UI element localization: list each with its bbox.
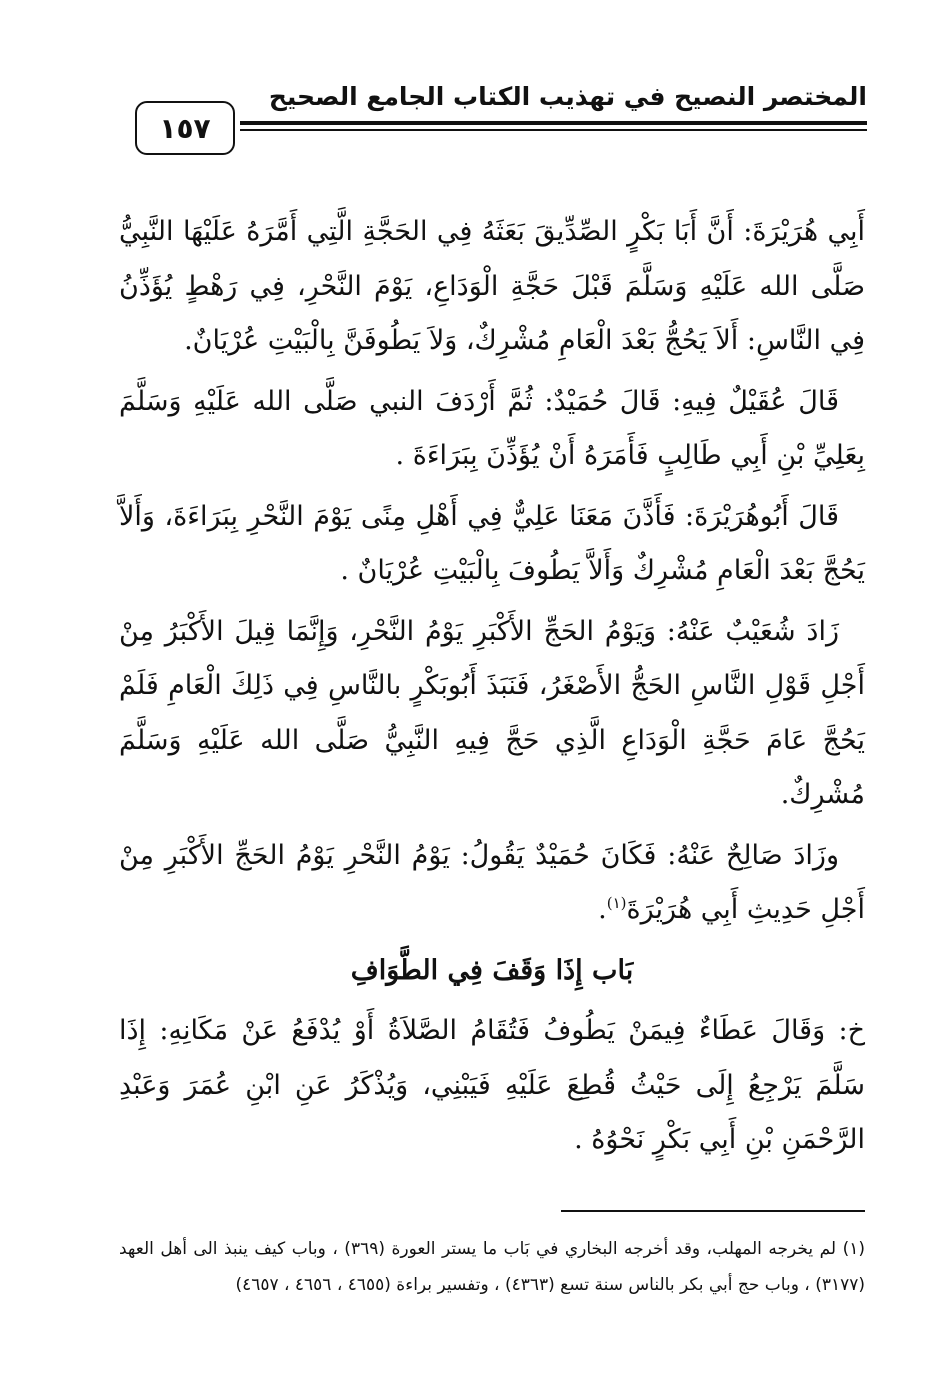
footnote-text: (١) لم يخرجه المهلب، وقد أخرجه البخاري في بَاب ما يستر العورة (٣٦٩) ، وباب كيف ينبذ الى أهل العهد (٣١٧٧) ، وباب حج أبي بكر بالناس سنة تسع (٤٣٦٣) ، وتفسير براءة (٤٦٥٥ ، ٤٦٥٦ ، ٤٦٥٧)	[119, 1239, 865, 1295]
paragraph-5-text: وزَادَ صَالِحٌ عَنْهُ: فَكَانَ حُمَيْدٌ يَقُولُ: يَوْمُ النَّحْرِ يَوْمُ الحَجِّ الأَكْبَرِ مِنْ أَجْلِ حَدِيثِ أَبِي هُرَيْرَةَ	[119, 839, 865, 925]
paragraph-5-end: .	[598, 894, 607, 925]
footnote-divider	[561, 1210, 865, 1212]
paragraph-6: خ: وَقَالَ عَطَاءٌ فِيمَنْ يَطُوفُ فَتُقَامُ الصَّلاَةُ أَوْ يُدْفَعُ عَنْ مَكَانِهِ: إِذَا سَلَّمَ يَرْجِعُ إِلَى حَيْثُ قُطِعَ عَلَيْهِ فَيَبْنِي، وَيُذْكَرُ عَنِ ابْنِ عُمَرَ وَعَبْدِ الرَّحْمَنِ بْنِ أَبِي بَكْرٍ نَحْوُهُ .	[119, 1015, 865, 1155]
page-number: ١٥٧	[135, 101, 235, 155]
header-rule-thin	[240, 129, 867, 131]
paragraph-2: قَالَ عُقَيْلٌ فِيهِ: قَالَ حُمَيْدٌ: ثُمَّ أَرْدَفَ النبي صَلَّى الله عَلَيْهِ وَسَلَّمَ بِعَلِيِّ بْنِ أَبِي طَالِبٍ فَأَمَرَهُ أَنْ يُؤَذِّنَ بِبَرَاءَةَ .	[119, 385, 865, 471]
footnote	[119, 1231, 865, 1303]
paragraph-4: زَادَ شُعَيْبٌ عَنْهُ: وَيَوْمُ الحَجِّ الأَكْبَرِ يَوْمُ النَّحْرِ، وَإِنَّمَا قِيلَ الأَكْبَرُ مِنْ أَجْلِ قَوْلِ النَّاسِ الحَجُّ الأَصْغَرُ، فَنَبَذَ أَبُوبَكْرٍ بالنَّاسِ فِي ذَلِكَ الْعَامِ فَلَمْ يَحُجَّ عَامَ حَجَّةِ الْوَدَاعِ الَّذِي حَجَّ فِيهِ النَّبِيُّ صَلَّى الله عَلَيْهِ وَسَلَّمَ مُشْرِكٌ.	[119, 615, 865, 810]
paragraph-5	[119, 829, 865, 938]
main-text	[119, 205, 865, 1174]
paragraph-3: قَالَ أَبُوهُرَيْرَةَ: فَأَذَّنَ مَعَنَا عَلِيٌّ فِي أَهْلِ مِنًى يَوْمَ النَّحْرِ بِبَرَاءَةَ، وَأَلاَّ يَحُجَّ بَعْدَ الْعَامِ مُشْرِكٌ وَأَلاَّ يَطُوفَ بِالْبَيْتِ عُرْيَانٌ .	[119, 500, 865, 586]
chapter-heading: بَاب إِذَا وَقَفَ فِي الطَّوَافِ	[350, 954, 634, 986]
header-rule	[240, 121, 867, 125]
running-header-title: المختصر النصيح في تهذيب الكتاب الجامع الصحيح	[268, 82, 867, 111]
footnote-reference: (١)	[606, 894, 627, 912]
paragraph-1: أَبِي هُرَيْرَةَ: أَنَّ أَبَا بَكْرٍ الصِّدِّيقَ بَعَثَهُ فِي الحَجَّةِ الَّتِي أَمَّرَهُ عَلَيْهَا النَّبِيُّ صَلَّى الله عَلَيْهِ وَسَلَّمَ قَبْلَ حَجَّةِ الْوَدَاعِ، يَوْمَ النَّحْرِ، فِي رَهْطٍ يُؤَذِّنُ فِي النَّاسِ: أَلاَ يَحُجُّ بَعْدَ الْعَامِ مُشْرِكٌ، وَلاَ يَطُوفَنَّ بِالْبَيْتِ عُرْيَانٌ.	[119, 216, 865, 356]
